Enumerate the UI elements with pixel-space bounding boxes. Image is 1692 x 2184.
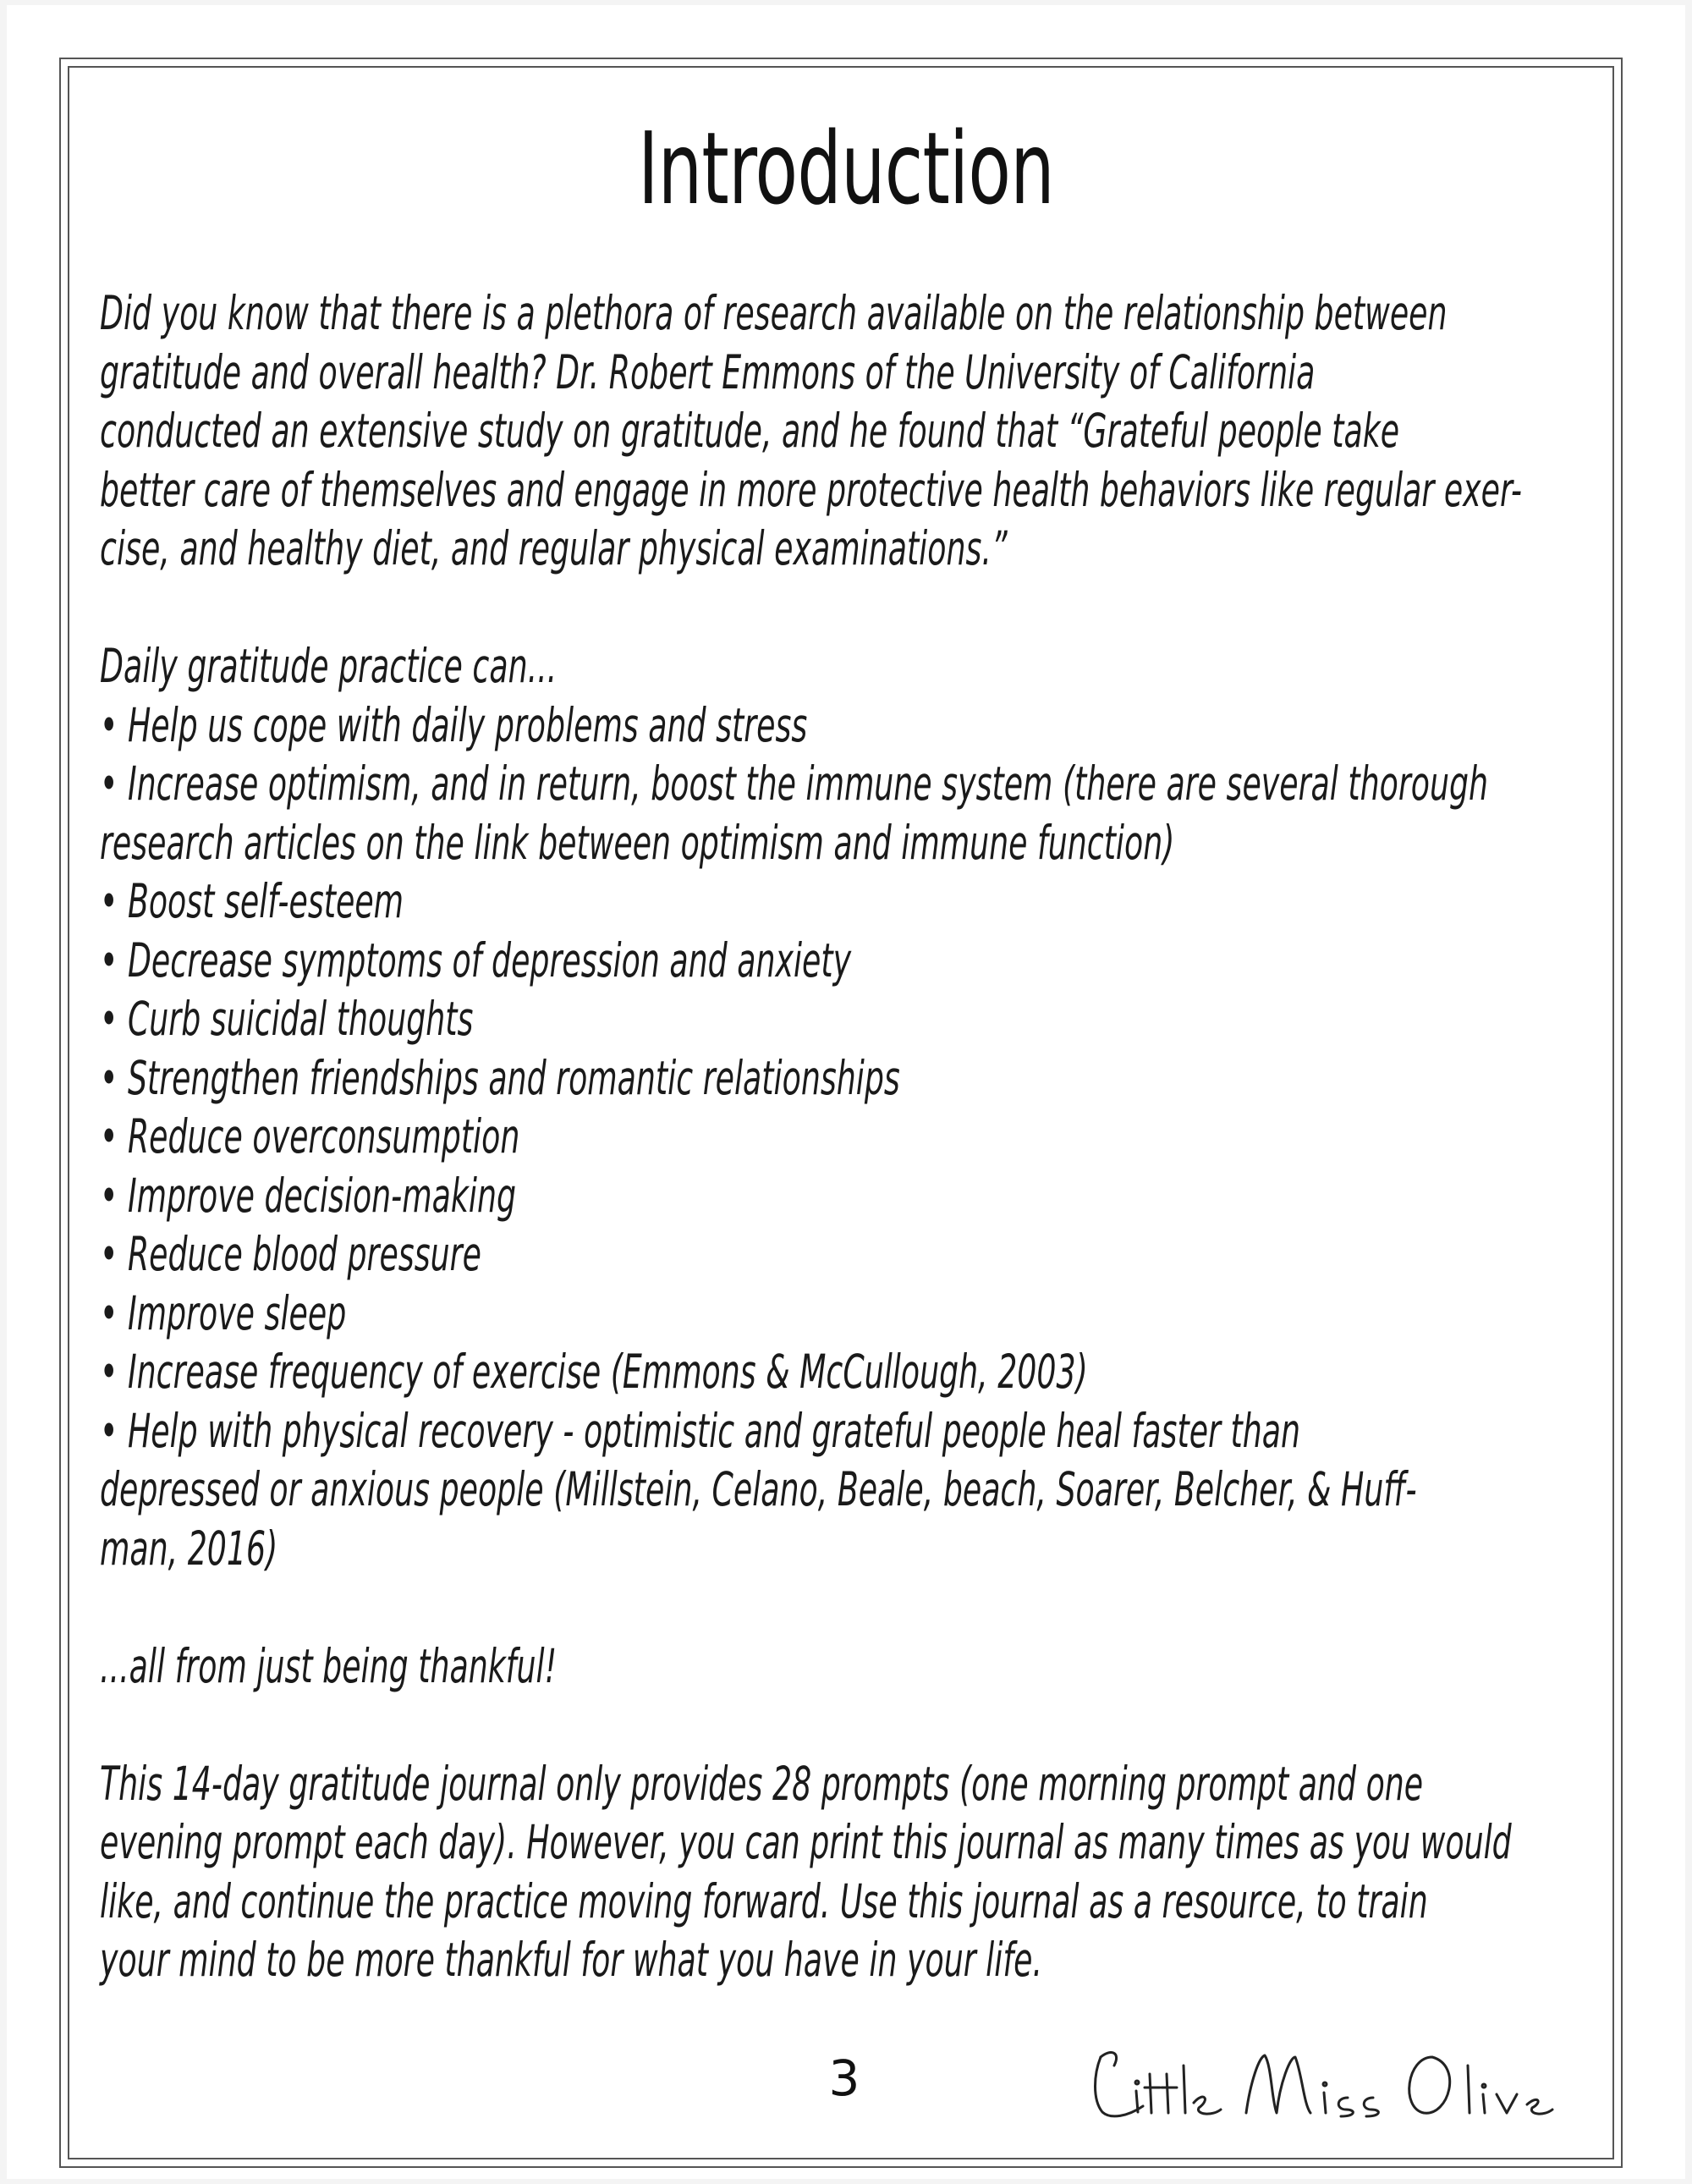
list-item: • Help with physical recovery - optimistic and grateful people heal faster than [100, 1403, 1300, 1458]
intro-line: better care of themselves and engage in more protective health behaviors like regular exer- [100, 462, 1523, 517]
page-number: 3 [828, 2049, 860, 2107]
list-item: • Decrease symptoms of depression and anxiety [100, 932, 852, 987]
list-item: • Improve sleep [100, 1285, 347, 1340]
list-item: • Strengthen friendships and romantic relationships [100, 1050, 900, 1105]
list-item: • Increase optimism, and in return, boost the immune system (there are several thorough [100, 756, 1489, 811]
list-item: • Help us cope with daily problems and stress [100, 697, 808, 752]
intro-line: gratitude and overall health? Dr. Robert Emmons of the University of California [100, 344, 1316, 399]
list-item: • Boost self-esteem [100, 874, 404, 928]
body-text [100, 284, 1541, 1990]
list-item: • Increase frequency of exercise (Emmons & McCullough, 2003) [100, 1345, 1088, 1399]
closing-phrase: ...all from just being thankful! [100, 1638, 558, 1693]
list-item: • Improve decision-making [100, 1168, 517, 1223]
intro-line: Did you know that there is a plethora of research available on the relationship between [100, 286, 1448, 340]
list-item: • Reduce blood pressure [100, 1227, 481, 1281]
list-lead: Daily gratitude practice can... [100, 639, 558, 693]
list-item: depressed or anxious people (Millstein, Celano, Beale, beach, Soarer, Belcher, & Huff- [100, 1462, 1417, 1516]
signature-logo [1077, 2032, 1559, 2133]
outro-line: like, and continue the practice moving forward. Use this journal as a resource, to train [100, 1873, 1428, 1928]
outro-line: evening prompt each day). However, you can print this journal as many times as you would [100, 1815, 1512, 1869]
outro-line: your mind to be more thankful for what you have in your life. [100, 1933, 1042, 1987]
list-item: • Curb suicidal thoughts [100, 992, 474, 1046]
page-title: Introduction [638, 110, 1054, 227]
list-item: man, 2016) [100, 1521, 278, 1576]
outro-line: This 14-day gratitude journal only provides 28 prompts (one morning prompt and one [100, 1756, 1424, 1811]
intro-line: cise, and healthy diet, and regular physical examinations.” [100, 521, 1008, 575]
document-page [7, 5, 1685, 2179]
list-item: research articles on the link between optimism and immune function) [100, 815, 1175, 870]
list-item: • Reduce overconsumption [100, 1109, 520, 1164]
intro-line: conducted an extensive study on gratitude, and he found that “Grateful people take [100, 404, 1400, 458]
